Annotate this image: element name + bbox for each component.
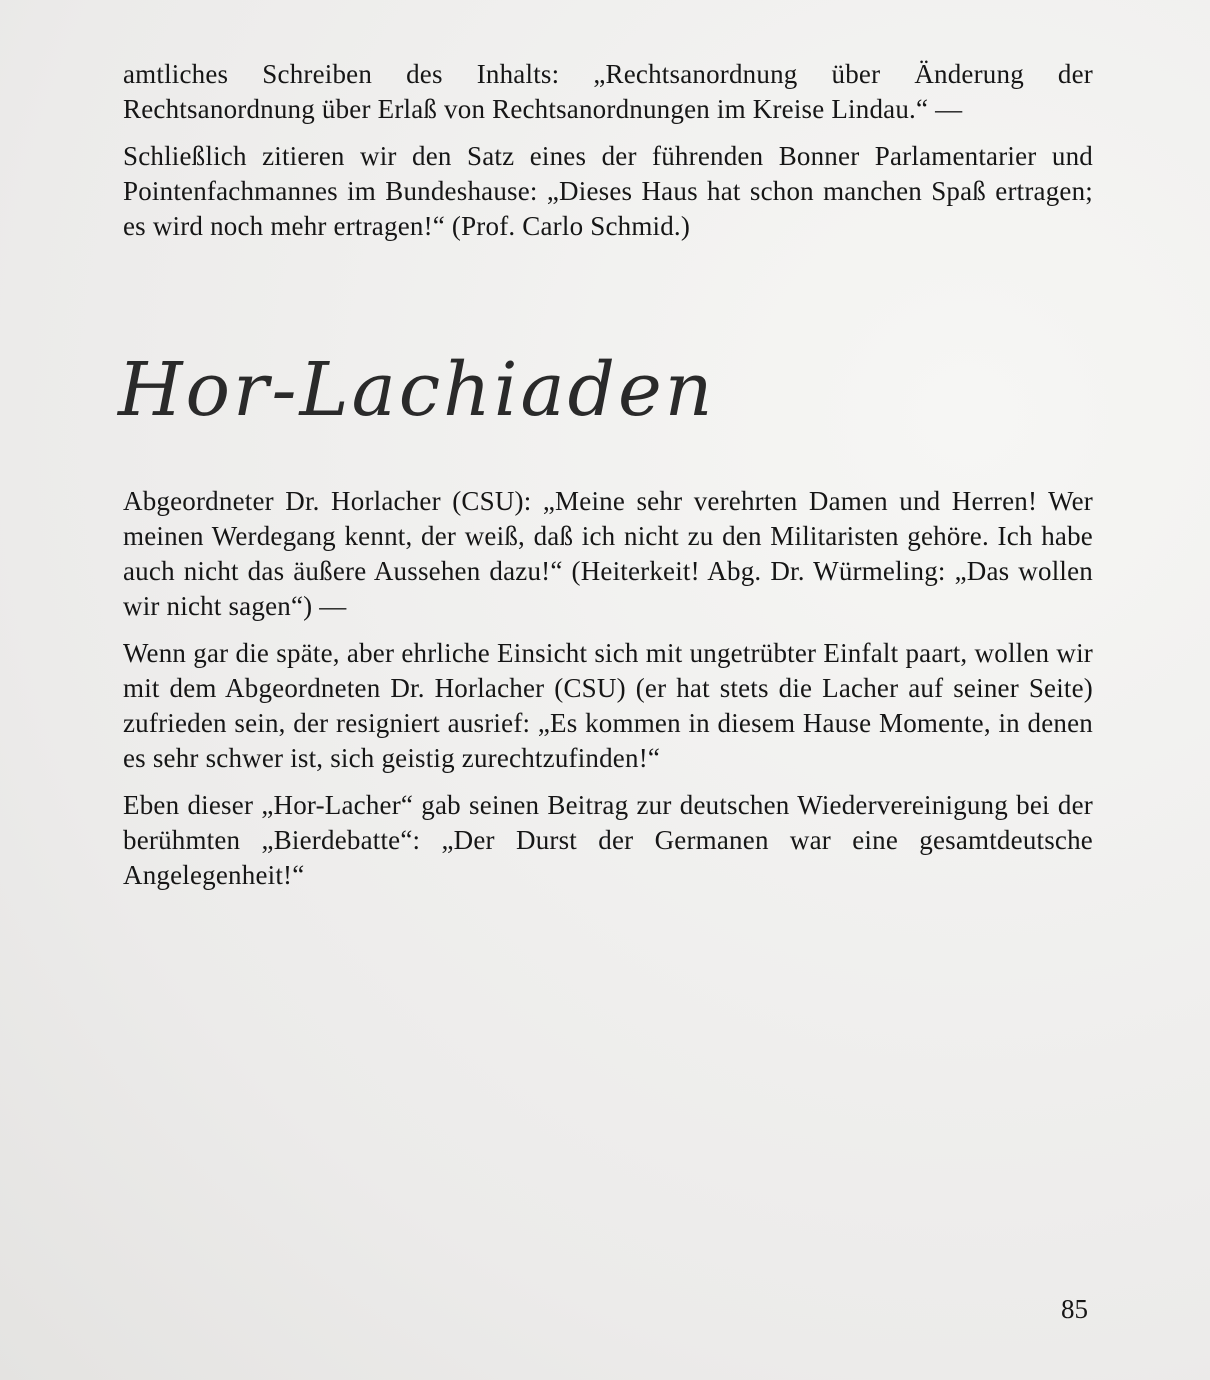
top-text-block [123,57,1093,256]
paragraph-beer-debate: Eben dieser „Hor-Lacher“ gab seinen Beitrag zur deutschen Wiedervereinigung bei der berühmten „Bierdebatte“: „Der Durst der Germanen war eine gesamtdeutsche Angelegenheit!“ [123,790,1093,890]
page-number: 85 [1061,1294,1088,1324]
section-heading: Hor-Lachiaden [118,347,716,433]
paragraph-carlo-schmid-quote: Schließlich zitieren wir den Satz eines der führenden Bonner Parlamentarier und Pointenfachmannes im Bundeshause: „Dieses Haus hat schon manchen Spaß ertragen; es wird noch mehr ertragen!“ (Prof. Carlo Schmid.) [123,141,1093,241]
paragraph-official-letter: amtliches Schreiben des Inhalts: „Rechtsanordnung über Änderung der Rechtsanordnung über Erlaß von Rechtsanordnungen im Kreise Lindau.“ — [123,59,1093,124]
paragraph-horlacher-resigned: Wenn gar die späte, aber ehrliche Einsicht sich mit ungetrübter Einfalt paart, wollen wir mit dem Abgeordneten Dr. Horlacher (CSU) (er hat stets die Lacher auf seiner Seite) zufrieden sein, der resigniert ausrief: „Es kommen in diesem Hause Momente, in denen es sehr schwer ist, sich geistig zurechtzufinden!“ [123,638,1093,773]
paragraph-horlacher-speech: Abgeordneter Dr. Horlacher (CSU): „Meine sehr verehrten Damen und Herren! Wer meinen Werdegang kennt, der weiß, daß ich nicht zu den Militaristen gehöre. Ich habe auch nicht das äußere Aussehen dazu!“ (Heiterkeit! Abg. Dr. Würmeling: „Das wollen wir nicht sagen“) — [123,486,1093,621]
body-text-block [123,484,1093,905]
